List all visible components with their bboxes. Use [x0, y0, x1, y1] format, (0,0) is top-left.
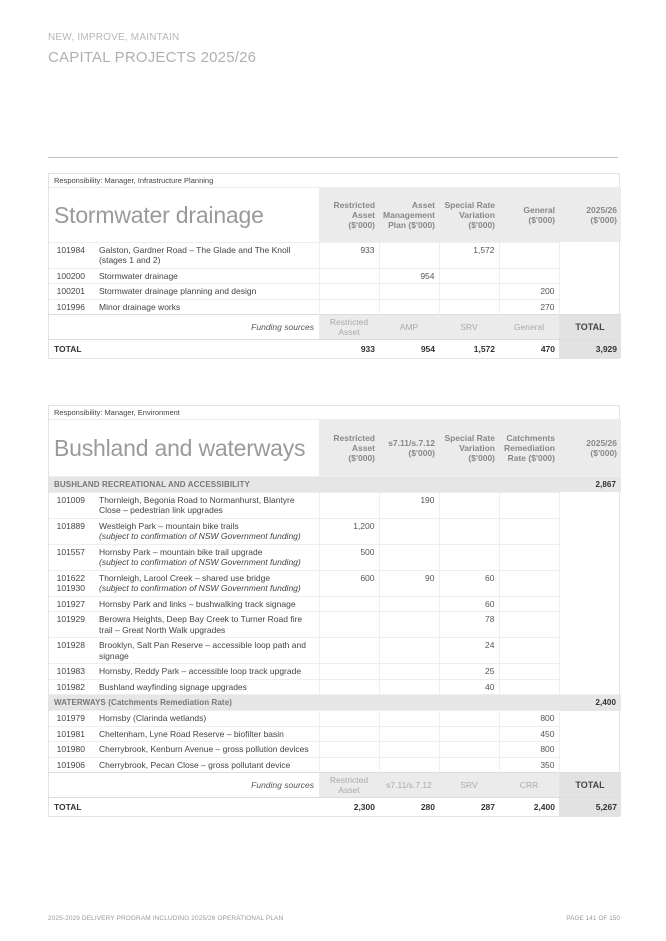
project-name: Thornleigh, Begonia Road to Normanhurst, Blantyre Close – pedestrian link upgrades — [99, 494, 295, 515]
amount-cell — [499, 268, 559, 284]
amount-cell — [499, 638, 559, 664]
amount-cell — [319, 638, 379, 664]
project-description — [95, 664, 319, 680]
amount-cell: 350 — [499, 757, 559, 773]
amount-cell — [379, 742, 439, 758]
table-row — [49, 726, 621, 742]
section-title: Stormwater drainage — [54, 201, 264, 228]
table-row — [49, 268, 621, 284]
project-code: 101996 — [49, 299, 95, 315]
amount-cell — [379, 664, 439, 680]
amount-cell: 25 — [439, 664, 499, 680]
amount-cell — [319, 268, 379, 284]
amount-cell — [319, 711, 379, 727]
responsibility-line: Responsibility: Manager, Infrastructure Planning — [49, 174, 619, 188]
table-row — [49, 596, 621, 612]
total-cell — [559, 570, 621, 596]
amount-cell — [439, 742, 499, 758]
project-name: Galston, Gardner Road – The Glade and The Knoll (stages 1 and 2) — [99, 244, 291, 265]
funding-total-label: TOTAL — [559, 315, 621, 340]
total-cell — [559, 664, 621, 680]
total-value: 933 — [319, 340, 379, 359]
category-total: 2,400 — [559, 695, 621, 711]
project-code: 101622 101930 — [49, 570, 95, 596]
project-description — [95, 570, 319, 596]
stormwater-drainage-table — [48, 173, 620, 359]
amount-cell — [319, 299, 379, 315]
table-row — [49, 757, 621, 773]
total-cell — [559, 284, 621, 300]
amount-cell — [379, 518, 439, 544]
project-name: Hornsby Park and links – bushwalking track signage — [99, 598, 296, 609]
project-description — [95, 544, 319, 570]
amount-cell: 40 — [439, 679, 499, 695]
amount-cell — [439, 544, 499, 570]
footer-page-number: PAGE 141 OF 150 — [566, 915, 620, 922]
project-description — [95, 679, 319, 695]
amount-cell — [319, 757, 379, 773]
project-description — [95, 742, 319, 758]
total-value: 2,400 — [499, 798, 559, 817]
category-total: 2,867 — [559, 476, 621, 492]
amount-cell: 60 — [439, 570, 499, 596]
column-header: General ($'000) — [499, 188, 559, 242]
amount-cell — [319, 284, 379, 300]
table-row — [49, 242, 621, 268]
amount-cell: 78 — [439, 612, 499, 638]
amount-cell — [379, 596, 439, 612]
total-value: 2,300 — [319, 798, 379, 817]
amount-cell — [439, 726, 499, 742]
total-row — [49, 340, 621, 359]
funding-sources-label: Funding sources — [49, 773, 319, 798]
section-title: Bushland and waterways — [54, 434, 306, 461]
total-value: 954 — [379, 340, 439, 359]
header-divider — [48, 157, 618, 158]
amount-cell — [439, 268, 499, 284]
amount-cell — [439, 492, 499, 518]
amount-cell — [439, 299, 499, 315]
amount-cell: 933 — [319, 242, 379, 268]
table-row — [49, 679, 621, 695]
amount-cell: 800 — [499, 742, 559, 758]
funding-source: CRR — [499, 773, 559, 798]
grand-total: 5,267 — [559, 798, 621, 817]
project-name: Hornsby, Reddy Park – accessible loop track upgrade — [99, 666, 302, 676]
total-cell — [559, 492, 621, 518]
project-code: 101557 — [49, 544, 95, 570]
page-header — [48, 32, 256, 66]
amount-cell — [319, 742, 379, 758]
project-description — [95, 242, 319, 268]
amount-cell — [319, 596, 379, 612]
project-description — [95, 726, 319, 742]
project-code: 101906 — [49, 757, 95, 773]
amount-cell — [499, 544, 559, 570]
funding-note: (subject to confirmation of NSW Government funding) — [99, 557, 301, 567]
amount-cell: 200 — [499, 284, 559, 300]
table-row — [49, 284, 621, 300]
total-value: 287 — [439, 798, 499, 817]
column-header: Asset Management Plan ($'000) — [379, 188, 439, 242]
project-code: 101984 — [49, 242, 95, 268]
total-value: 1,572 — [439, 340, 499, 359]
total-value: 280 — [379, 798, 439, 817]
funding-source: SRV — [439, 773, 499, 798]
total-cell — [559, 711, 621, 727]
amount-cell: 954 — [379, 268, 439, 284]
column-header: Restricted Asset ($'000) — [319, 420, 379, 476]
project-code: 101928 — [49, 638, 95, 664]
amount-cell — [439, 284, 499, 300]
project-description — [95, 268, 319, 284]
amount-cell — [379, 284, 439, 300]
project-name: Cheltenham, Lyne Road Reserve – biofilter basin — [99, 728, 284, 739]
project-code: 101009 — [49, 492, 95, 518]
project-description — [95, 284, 319, 300]
funding-source: Restricted Asset — [319, 315, 379, 340]
column-header: s7.11/s.7.12 ($'000) — [379, 420, 439, 476]
amount-cell — [439, 518, 499, 544]
project-code: 100201 — [49, 284, 95, 300]
project-name: Brooklyn, Salt Pan Reserve – accessible loop path and signage — [99, 640, 306, 661]
amount-cell — [319, 492, 379, 518]
project-code: 101980 — [49, 742, 95, 758]
total-label: TOTAL — [49, 798, 319, 817]
project-description — [95, 711, 319, 727]
project-name: Minor drainage works — [99, 301, 181, 312]
amount-cell — [319, 612, 379, 638]
total-cell — [559, 268, 621, 284]
project-description — [95, 596, 319, 612]
project-name: Thornleigh, Larool Creek – shared use bridge — [99, 572, 271, 583]
total-cell — [559, 544, 621, 570]
total-cell — [559, 757, 621, 773]
funding-sources-label: Funding sources — [49, 315, 319, 340]
amount-cell: 24 — [439, 638, 499, 664]
project-code: 101927 — [49, 596, 95, 612]
amount-cell: 270 — [499, 299, 559, 315]
project-code: 101929 — [49, 612, 95, 638]
amount-cell — [379, 711, 439, 727]
grand-total: 3,929 — [559, 340, 621, 359]
amount-cell — [499, 612, 559, 638]
amount-cell: 1,572 — [439, 242, 499, 268]
table-row — [49, 742, 621, 758]
amount-cell — [499, 679, 559, 695]
amount-cell: 90 — [379, 570, 439, 596]
project-name: Westleigh Park – mountain bike trails — [99, 520, 239, 531]
table-row — [49, 638, 621, 664]
table-row — [49, 664, 621, 680]
project-name: Hornsby Park – mountain bike trail upgrade — [99, 546, 263, 557]
project-name: Cherrybrook, Kenburn Avenue – gross pollution devices — [99, 744, 309, 754]
column-header: 2025/26 ($'000) — [559, 420, 621, 476]
amount-cell: 1,200 — [319, 518, 379, 544]
category-row — [49, 695, 621, 711]
funding-source: Restricted Asset — [319, 773, 379, 798]
project-name: Cherrybrook, Pecan Close – gross pollutant device — [99, 759, 291, 770]
total-cell — [559, 596, 621, 612]
table-row — [49, 612, 621, 638]
amount-cell: 450 — [499, 726, 559, 742]
amount-cell: 500 — [319, 544, 379, 570]
column-header: Catchments Remediation Rate ($'000) — [499, 420, 559, 476]
amount-cell — [379, 242, 439, 268]
funding-sources-row — [49, 315, 621, 340]
project-name: Stormwater drainage planning and design — [99, 286, 257, 296]
amount-cell: 60 — [439, 596, 499, 612]
amount-cell — [379, 299, 439, 315]
project-code: 100200 — [49, 268, 95, 284]
amount-cell — [499, 518, 559, 544]
project-name: Berowra Heights, Deep Bay Creek to Turner Road fire trail – Great North Walk upgrades — [99, 614, 303, 635]
funding-source: AMP — [379, 315, 439, 340]
amount-cell: 600 — [319, 570, 379, 596]
total-cell — [559, 518, 621, 544]
project-code: 101889 — [49, 518, 95, 544]
project-code: 101982 — [49, 679, 95, 695]
total-cell — [559, 726, 621, 742]
category-name: BUSHLAND RECREATIONAL AND ACCESSIBILITY — [49, 476, 559, 492]
footer-document-title: 2025-2029 DELIVERY PROGRAM INCLUDING 2025/26 OPERATIONAL PLAN — [48, 915, 284, 922]
amount-cell — [499, 242, 559, 268]
amount-cell: 800 — [499, 711, 559, 727]
funding-source: General — [499, 315, 559, 340]
amount-cell — [319, 726, 379, 742]
category-row — [49, 476, 621, 492]
total-value: 470 — [499, 340, 559, 359]
project-name: Hornsby (Clarinda wetlands) — [99, 713, 207, 723]
page-title: CAPITAL PROJECTS 2025/26 — [48, 49, 257, 66]
amount-cell — [379, 612, 439, 638]
project-code: 101983 — [49, 664, 95, 680]
project-description — [95, 612, 319, 638]
amount-cell — [499, 570, 559, 596]
table-row — [49, 299, 621, 315]
funding-note: (subject to confirmation of NSW Government funding) — [99, 531, 301, 541]
amount-cell — [379, 638, 439, 664]
project-code: 101979 — [49, 711, 95, 727]
project-description — [95, 492, 319, 518]
project-name: Bushland wayfinding signage upgrades — [99, 681, 247, 692]
column-header: Special Rate Variation ($'000) — [439, 420, 499, 476]
funding-source: SRV — [439, 315, 499, 340]
total-cell — [559, 638, 621, 664]
table-row — [49, 711, 621, 727]
funding-total-label: TOTAL — [559, 773, 621, 798]
amount-cell — [319, 664, 379, 680]
section-kicker: NEW, IMPROVE, MAINTAIN — [48, 32, 180, 43]
amount-cell — [379, 726, 439, 742]
project-code: 101981 — [49, 726, 95, 742]
total-cell — [559, 679, 621, 695]
responsibility-line: Responsibility: Manager, Environment — [49, 406, 619, 420]
project-description — [95, 518, 319, 544]
total-label: TOTAL — [49, 340, 319, 359]
amount-cell: 190 — [379, 492, 439, 518]
amount-cell — [319, 679, 379, 695]
amount-cell — [379, 679, 439, 695]
total-cell — [559, 742, 621, 758]
funding-sources-row — [49, 773, 621, 798]
project-description — [95, 299, 319, 315]
column-header: Special Rate Variation ($'000) — [439, 188, 499, 242]
amount-cell — [379, 544, 439, 570]
amount-cell — [379, 757, 439, 773]
total-cell — [559, 612, 621, 638]
amount-cell — [439, 757, 499, 773]
amount-cell — [499, 664, 559, 680]
project-name: Stormwater drainage — [99, 270, 178, 281]
funding-source: s7.11/s.7.12 — [379, 773, 439, 798]
amount-cell — [439, 711, 499, 727]
project-description — [95, 757, 319, 773]
bushland-waterways-table — [48, 405, 620, 817]
table-row — [49, 544, 621, 570]
total-cell — [559, 242, 621, 268]
category-name: WATERWAYS (Catchments Remediation Rate) — [49, 695, 559, 711]
column-header: Restricted Asset ($'000) — [319, 188, 379, 242]
amount-cell — [499, 596, 559, 612]
project-description — [95, 638, 319, 664]
amount-cell — [499, 492, 559, 518]
table-row — [49, 570, 621, 596]
column-header: 2025/26 ($'000) — [559, 188, 621, 242]
funding-note: (subject to confirmation of NSW Government funding) — [99, 583, 301, 593]
total-row — [49, 798, 621, 817]
total-cell — [559, 299, 621, 315]
table-row — [49, 492, 621, 518]
table-row — [49, 518, 621, 544]
